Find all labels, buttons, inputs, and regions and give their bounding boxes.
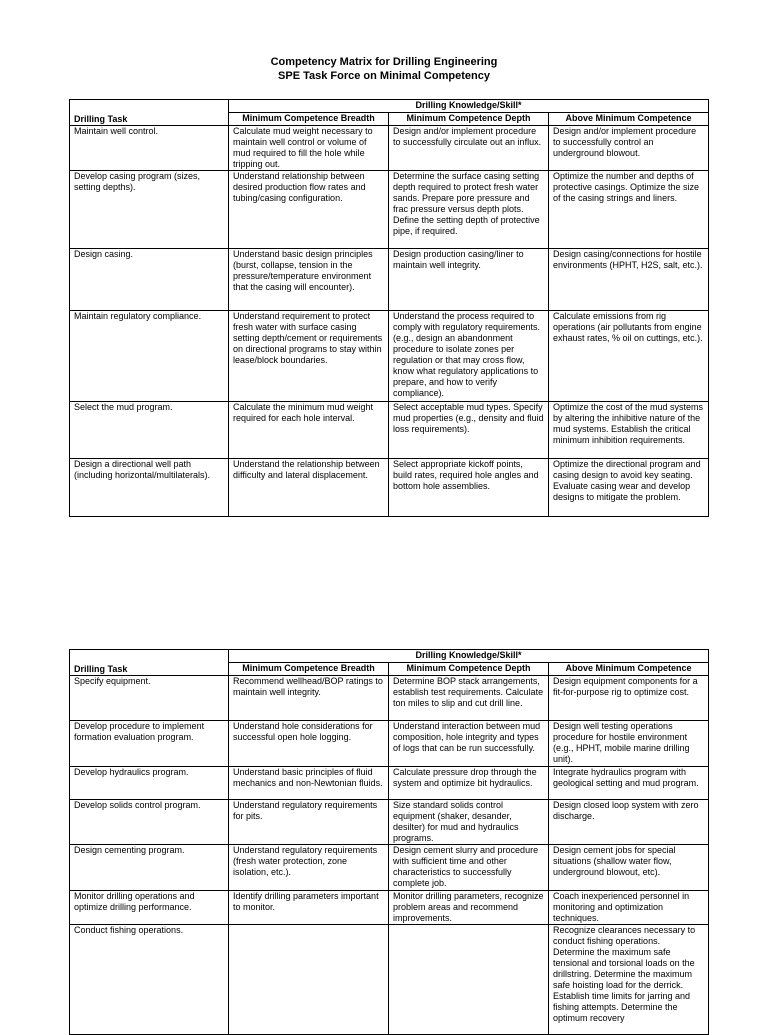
depth-cell: Monitor drilling parameters, recognize problem areas and recommend improvements. — [389, 891, 549, 925]
depth-cell: Determine BOP stack arrangements, establish test requirements. Calculate ton miles to slip and cut drill line. — [389, 676, 549, 721]
table-row — [70, 891, 709, 925]
above-cell: Coach inexperienced personnel in monitoring and optimization techniques. — [549, 891, 709, 925]
above-cell: Optimize the cost of the mud systems by altering the inhibitive nature of the mud systems. Establish the critical minimum inhibition requirements. — [549, 402, 709, 459]
depth-cell: Understand the process required to comply with regulatory requirements. (e.g., design an abandonment procedure to isolate zones per regulation or that may cross flow, know what regulatory applications to prepare, and how to verify compliance). — [389, 311, 549, 402]
breadth-cell: Understand the relationship between difficulty and lateral displacement. — [229, 459, 389, 517]
task-cell: Develop casing program (sizes, setting depths). — [70, 171, 229, 249]
competency-table-2 — [69, 649, 709, 1035]
depth-cell: Design cement slurry and procedure with sufficient time and other characteristics to successfully complete job. — [389, 845, 549, 891]
task-cell: Maintain well control. — [70, 126, 229, 171]
header-blank-cell — [70, 100, 229, 113]
breadth-cell: Recommend wellhead/BOP ratings to maintain well integrity. — [229, 676, 389, 721]
header-drilling-task: Drilling Task — [70, 113, 229, 126]
table-row — [70, 767, 709, 800]
header-skill-group: Drilling Knowledge/Skill* — [229, 650, 709, 663]
table-row — [70, 845, 709, 891]
task-cell: Design a directional well path (including horizontal/multilaterals). — [70, 459, 229, 517]
competency-table-1 — [69, 99, 709, 517]
depth-cell: Determine the surface casing setting depth required to protect fresh water sands. Prepare pore pressure and frac pressure versus depth plots. Define the setting depth of protective pipe, if required. — [389, 171, 549, 249]
breadth-cell: Calculate the minimum mud weight required for each hole interval. — [229, 402, 389, 459]
task-cell: Design cementing program. — [70, 845, 229, 891]
header-depth: Minimum Competence Depth — [389, 663, 549, 676]
above-cell: Design closed loop system with zero discharge. — [549, 800, 709, 845]
table-row — [70, 249, 709, 311]
depth-cell: Select appropriate kickoff points, build rates, required hole angles and bottom hole assemblies. — [389, 459, 549, 517]
above-cell: Design casing/connections for hostile environments (HPHT, H2S, salt, etc.). — [549, 249, 709, 311]
task-cell: Maintain regulatory compliance. — [70, 311, 229, 402]
above-cell: Calculate emissions from rig operations (air pollutants from engine exhaust rates, % oil on cuttings, etc.). — [549, 311, 709, 402]
breadth-cell: Understand hole considerations for successful open hole logging. — [229, 721, 389, 767]
breadth-cell: Understand basic principles of fluid mechanics and non-Newtonian fluids. — [229, 767, 389, 800]
above-cell: Recognize clearances necessary to conduct fishing operations. Determine the maximum safe tensional and torsional loads on the drillstring. Determine the maximum safe hoisting load for the derrick. Establish time limits for jarring and fishing attempts. Determine the optimum recovery — [549, 925, 709, 1035]
breadth-cell: Understand requirement to protect fresh water with surface casing setting depth/cement or requirements on directional programs to stay within lease/block boundaries. — [229, 311, 389, 402]
table-row — [70, 126, 709, 171]
task-cell: Specify equipment. — [70, 676, 229, 721]
table-row — [70, 311, 709, 402]
table-row — [70, 925, 709, 1035]
task-cell: Design casing. — [70, 249, 229, 311]
header-above: Above Minimum Competence — [549, 663, 709, 676]
above-cell: Design cement jobs for special situations (shallow water flow, underground blowout, etc). — [549, 845, 709, 891]
breadth-cell: Understand regulatory requirements for pits. — [229, 800, 389, 845]
header-skill-group: Drilling Knowledge/Skill* — [229, 100, 709, 113]
table-row — [70, 676, 709, 721]
breadth-cell: Understand regulatory requirements (fresh water protection, zone isolation, etc.). — [229, 845, 389, 891]
above-cell: Design well testing operations procedure for hostile environment (e.g., HPHT, mobile marine drilling unit). — [549, 721, 709, 767]
table-row — [70, 171, 709, 249]
breadth-cell — [229, 925, 389, 1035]
breadth-cell: Calculate mud weight necessary to maintain well control or volume of mud required to fill the hole while tripping out. — [229, 126, 389, 171]
depth-cell: Size standard solids control equipment (shaker, desander, desilter) for mud and hydraulics programs. — [389, 800, 549, 845]
breadth-cell: Understand relationship between desired production flow rates and tubing/casing configuration. — [229, 171, 389, 249]
header-above: Above Minimum Competence — [549, 113, 709, 126]
task-cell: Select the mud program. — [70, 402, 229, 459]
depth-cell: Design production casing/liner to maintain well integrity. — [389, 249, 549, 311]
header-blank-cell — [70, 650, 229, 663]
above-cell: Optimize the number and depths of protective casings. Optimize the size of the casing strings and liners. — [549, 171, 709, 249]
table-row — [70, 402, 709, 459]
document-subtitle: SPE Task Force on Minimal Competency — [278, 70, 490, 82]
depth-cell: Select acceptable mud types. Specify mud properties (e.g., density and fluid loss requirements). — [389, 402, 549, 459]
above-cell: Optimize the directional program and casing design to avoid key seating. Evaluate casing wear and develop designs to mitigate the problem. — [549, 459, 709, 517]
task-cell: Develop hydraulics program. — [70, 767, 229, 800]
above-cell: Design equipment components for a fit-for-purpose rig to optimize cost. — [549, 676, 709, 721]
depth-cell — [389, 925, 549, 1035]
task-cell: Monitor drilling operations and optimize drilling performance. — [70, 891, 229, 925]
table-row — [70, 800, 709, 845]
above-cell: Design and/or implement procedure to successfully control an underground blowout. — [549, 126, 709, 171]
table-row — [70, 721, 709, 767]
breadth-cell: Identify drilling parameters important to monitor. — [229, 891, 389, 925]
header-breadth: Minimum Competence Breadth — [229, 113, 389, 126]
header-breadth: Minimum Competence Breadth — [229, 663, 389, 676]
task-cell: Develop solids control program. — [70, 800, 229, 845]
task-cell: Conduct fishing operations. — [70, 925, 229, 1035]
above-cell: Integrate hydraulics program with geological setting and mud program. — [549, 767, 709, 800]
depth-cell: Calculate pressure drop through the system and optimize bit hydraulics. — [389, 767, 549, 800]
document-title: Competency Matrix for Drilling Engineering — [270, 56, 498, 68]
depth-cell: Design and/or implement procedure to successfully circulate out an influx. — [389, 126, 549, 171]
table-row — [70, 459, 709, 517]
breadth-cell: Understand basic design principles (burst, collapse, tension in the pressure/temperature environment that the casing will encounter). — [229, 249, 389, 311]
depth-cell: Understand interaction between mud composition, hole integrity and types of logs that can be run successfully. — [389, 721, 549, 767]
header-drilling-task: Drilling Task — [70, 663, 229, 676]
task-cell: Develop procedure to implement formation evaluation program. — [70, 721, 229, 767]
header-depth: Minimum Competence Depth — [389, 113, 549, 126]
